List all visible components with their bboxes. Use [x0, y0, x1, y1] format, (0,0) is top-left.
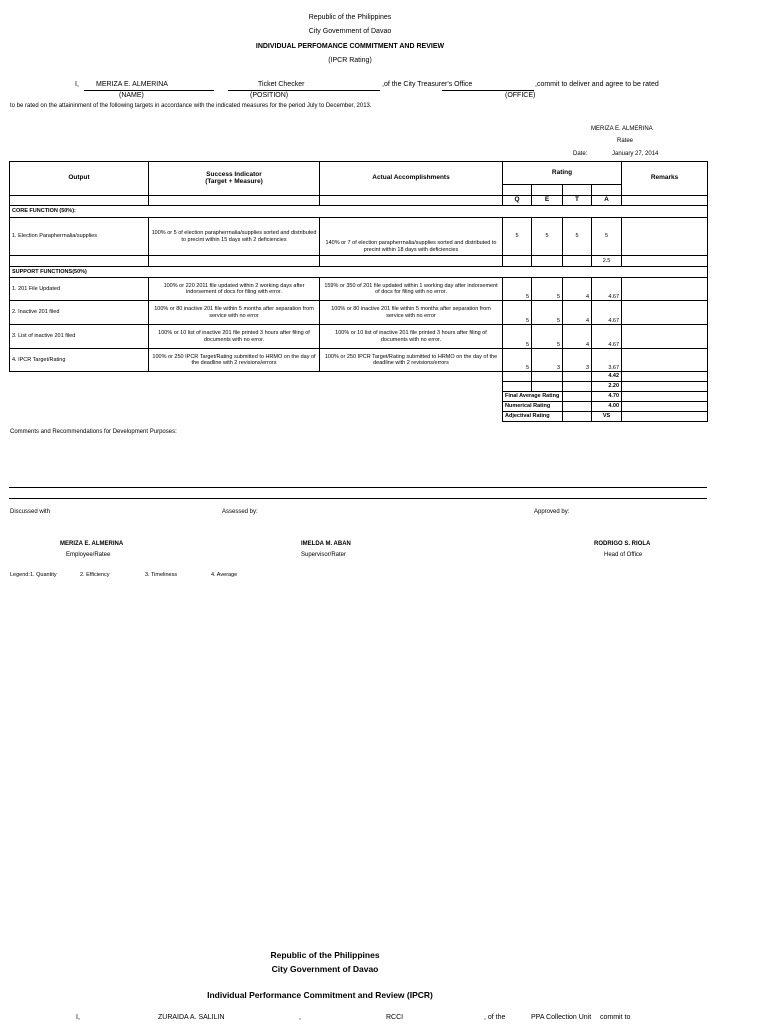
- support-actual-1: 159% or 350 of 201 file updated within 1 working day after indorsement of docs for filing with no error.: [320, 278, 503, 301]
- blank-cell: [149, 196, 320, 206]
- employee-name: MERIZA E. ALMERINA: [60, 541, 124, 547]
- numerical-rating-value: 4.00: [592, 402, 622, 412]
- table-row: [10, 218, 708, 256]
- support-indicator-3: 100% or 10 list of inactive 201 file printed 3 hours after filing of documents with no error.: [149, 325, 320, 349]
- support-remarks-2: [622, 301, 708, 325]
- blank-cell: [10, 196, 149, 206]
- page2-i: I,: [76, 1014, 80, 1021]
- supervisor-name: IMELDA M. ABAN: [301, 541, 351, 547]
- blank-cell: [532, 256, 563, 267]
- commitment-i: I,: [75, 81, 79, 88]
- blank-cell: [563, 392, 592, 402]
- adjectival-rating-label: Adjectival Rating: [503, 412, 532, 422]
- position-label: (POSITION): [250, 92, 289, 99]
- support-q-4: 5: [503, 349, 532, 372]
- support-actual-4: 100% or 250 IPCR Target/Rating submitted to HRMO on the day of the deadline with 2 revisions/errors: [320, 349, 503, 372]
- blank-cell: [532, 372, 563, 382]
- head-role: Head of Office: [604, 552, 643, 558]
- support-indicator-4: 100% or 250 IPCR Target/Rating submitted to HRMO on the day of the deadline with 2 revisions/errors: [149, 349, 320, 372]
- page2-position: RCCI: [386, 1014, 404, 1021]
- commitment-name: MERIZA E. ALMERINA: [96, 81, 168, 88]
- blank-cell: [503, 256, 532, 267]
- blank-cell: [622, 196, 708, 206]
- blank-cell: [622, 372, 708, 382]
- rating-spacer-q: [503, 185, 532, 196]
- support-actual-3: 100% or 10 list of inactive 201 file printed 3 hours after filing of documents with no error.: [320, 325, 503, 349]
- comments-line-2: [9, 498, 707, 499]
- final-average-label: Final Average Rating: [503, 392, 532, 402]
- blank-cell: [563, 382, 592, 392]
- core-output: 1. Election Parapherrnalia/supplies: [10, 218, 149, 256]
- page2-office: PPA Collection Unit: [531, 1014, 592, 1021]
- support-function-label: SUPPORT FUNCTIONS(50%): [10, 267, 708, 278]
- support-t-3: 4: [563, 325, 592, 349]
- legend-efficiency: 2. Efficiency: [80, 572, 110, 578]
- blank-cell: [149, 256, 320, 267]
- support-e-2: 5: [532, 301, 563, 325]
- rating-spacer-t: [563, 185, 592, 196]
- col-indicator-header: [149, 162, 320, 196]
- col-rating-header: Rating: [503, 162, 622, 185]
- support-actual-2: 100% or 80 inactive 201 file within 5 months after separation from service with no error: [320, 301, 503, 325]
- table-row: [10, 325, 708, 349]
- office-underline: [442, 90, 534, 91]
- page2-title: Individual Performance Commitment and Review (IPCR): [207, 990, 433, 1000]
- support-e-3: 5: [532, 325, 563, 349]
- header-form-title: INDIVIDUAL PERFOMANCE COMMITMENT AND REVIEW: [255, 43, 445, 50]
- support-a-2: 4.67: [592, 301, 622, 325]
- page2-comma: ,: [299, 1014, 301, 1021]
- support-t-4: 3: [563, 349, 592, 372]
- blank-cell: [563, 402, 592, 412]
- blank-cell: [622, 412, 708, 422]
- legend-quantity: 1. Quantity: [30, 572, 57, 578]
- blank-cell: [10, 256, 149, 267]
- ratee-role: Ratee: [617, 138, 634, 144]
- support-a-1: 4.67: [592, 278, 622, 301]
- name-label: (NAME): [119, 92, 144, 99]
- table-row: [10, 301, 708, 325]
- support-e-1: 5: [532, 278, 563, 301]
- support-remarks-3: [622, 325, 708, 349]
- core-remarks: [622, 218, 708, 256]
- date-value: January 27, 2014: [612, 151, 659, 157]
- blank-cell: [10, 412, 503, 422]
- assessed-by-label: Assessed by:: [222, 509, 258, 515]
- blank-cell: [10, 402, 503, 412]
- supervisor-role: Supervisor/Rater: [301, 552, 347, 558]
- core-subtotal: 2.5: [592, 256, 622, 267]
- col-indicator-subtitle: (Target + Measure): [205, 177, 263, 185]
- legend-average: 4. Average: [211, 572, 238, 578]
- support-q-2: 5: [503, 301, 532, 325]
- header-city-government: City Government of Davao: [308, 28, 392, 35]
- core-actual: 140% or 7 of election parapherrnalia/supplies sorted and distributed to precint within 18 days with deficiencies: [320, 218, 503, 256]
- comments-label: Comments and Recommendations for Development Purposes:: [10, 429, 177, 435]
- support-a-3: 4.67: [592, 325, 622, 349]
- support-indicator-2: 100% or 80 inactive 201 file within 5 months after separation from service with no error: [149, 301, 320, 325]
- rating-spacer-a: [592, 185, 622, 196]
- blank-cell: [622, 256, 708, 267]
- rating-spacer-e: [532, 185, 563, 196]
- col-output-header: Output: [10, 162, 149, 196]
- blank-cell: [320, 196, 503, 206]
- core-t: 5: [563, 218, 592, 256]
- support-q-1: 5: [503, 278, 532, 301]
- head-name: RODRIGO S. RIOLA: [594, 541, 651, 547]
- blank-cell: [622, 402, 708, 412]
- blank-cell: [622, 382, 708, 392]
- office-label: (OFFICE): [505, 92, 536, 99]
- core-function-label: CORE FUNCTION (50%):: [10, 206, 708, 218]
- blank-cell: [563, 372, 592, 382]
- header-republic: Republic of the Philippines: [308, 14, 392, 21]
- support-output-3: 3. List of inactive 201 filed: [10, 325, 149, 349]
- col-remarks-header: Remarks: [622, 162, 708, 196]
- blank-cell: [503, 372, 532, 382]
- support-remarks-4: [622, 349, 708, 372]
- header-form-subtitle: (IPCR Rating): [328, 57, 372, 64]
- support-indicator-1: 100% or 220 2011 file updated within 2 working days after indorsement of docs for filing with error.: [149, 278, 320, 301]
- core-e: 5: [532, 218, 563, 256]
- approved-by-label: Approved by:: [534, 509, 570, 515]
- ipcr-table: [9, 161, 708, 422]
- blank-cell: [10, 382, 503, 392]
- legend-timeliness: 3. Timeliness: [145, 572, 178, 578]
- adjectival-rating-value: VS: [592, 412, 622, 422]
- rating-col-e: E: [532, 196, 563, 206]
- col-actual-header: Actual Accomplishments: [320, 162, 503, 196]
- blank-cell: [10, 372, 503, 382]
- ratee-name: MERIZA E. ALMERINA: [591, 126, 653, 132]
- table-row: [10, 349, 708, 372]
- support-e-4: 3: [532, 349, 563, 372]
- blank-cell: [320, 256, 503, 267]
- legend-label: Legend:: [10, 572, 30, 578]
- core-a: 5: [592, 218, 622, 256]
- support-subtotal: 2.20: [592, 382, 622, 392]
- page2-commit: commit to: [600, 1014, 631, 1021]
- commitment-office: ,of the City Treasurer's Office: [382, 81, 473, 88]
- blank-cell: [622, 392, 708, 402]
- support-a-4: 3.67: [592, 349, 622, 372]
- table-row: [10, 278, 708, 301]
- support-t-1: 4: [563, 278, 592, 301]
- page2-city-government: City Government of Davao: [271, 964, 379, 974]
- position-underline: [228, 90, 380, 91]
- final-average-value: 4.70: [592, 392, 622, 402]
- blank-cell: [10, 392, 503, 402]
- support-remarks-1: [622, 278, 708, 301]
- rating-col-q: Q: [503, 196, 532, 206]
- support-output-4: 4. IPCR Target/Rating: [10, 349, 149, 372]
- col-indicator-title: Success Indicator: [206, 171, 262, 178]
- name-underline: [84, 90, 214, 91]
- support-q-3: 5: [503, 325, 532, 349]
- rating-col-a: A: [592, 196, 622, 206]
- page2-name: ZURAIDA A. SALILIN: [158, 1014, 225, 1021]
- blank-cell: [563, 256, 592, 267]
- support-average: 4.42: [592, 372, 622, 382]
- page2-of-the: , of the: [484, 1014, 506, 1021]
- comments-line-1: [9, 487, 707, 488]
- blank-cell: [503, 382, 532, 392]
- support-output-1: 1. 201 File Updated: [10, 278, 149, 301]
- blank-cell: [532, 382, 563, 392]
- core-indicator: 100% or 5 of election parapherrnalia/supplies sorted and distributed to precint within 15 days with 2 deficiencies: [149, 218, 320, 256]
- core-q: 5: [503, 218, 532, 256]
- commitment-statement: to be rated on the attaininment of the following targets in accordance with the indicated measures for the period July to December, 2013.: [10, 103, 372, 109]
- numerical-rating-label: Numerical Rating: [503, 402, 532, 412]
- page2-republic: Republic of the Philippines: [270, 950, 380, 960]
- date-label: Date:: [573, 151, 588, 157]
- rating-col-t: T: [563, 196, 592, 206]
- commitment-commit: ,commit to deliver and agree to be rated: [535, 81, 659, 88]
- discussed-with-label: Discussed with: [10, 509, 51, 515]
- support-t-2: 4: [563, 301, 592, 325]
- blank-cell: [563, 412, 592, 422]
- support-output-2: 2. Inactive 201 filed: [10, 301, 149, 325]
- commitment-position: Ticket Checker: [258, 81, 305, 88]
- employee-role: Employee/Ratee: [66, 552, 111, 558]
